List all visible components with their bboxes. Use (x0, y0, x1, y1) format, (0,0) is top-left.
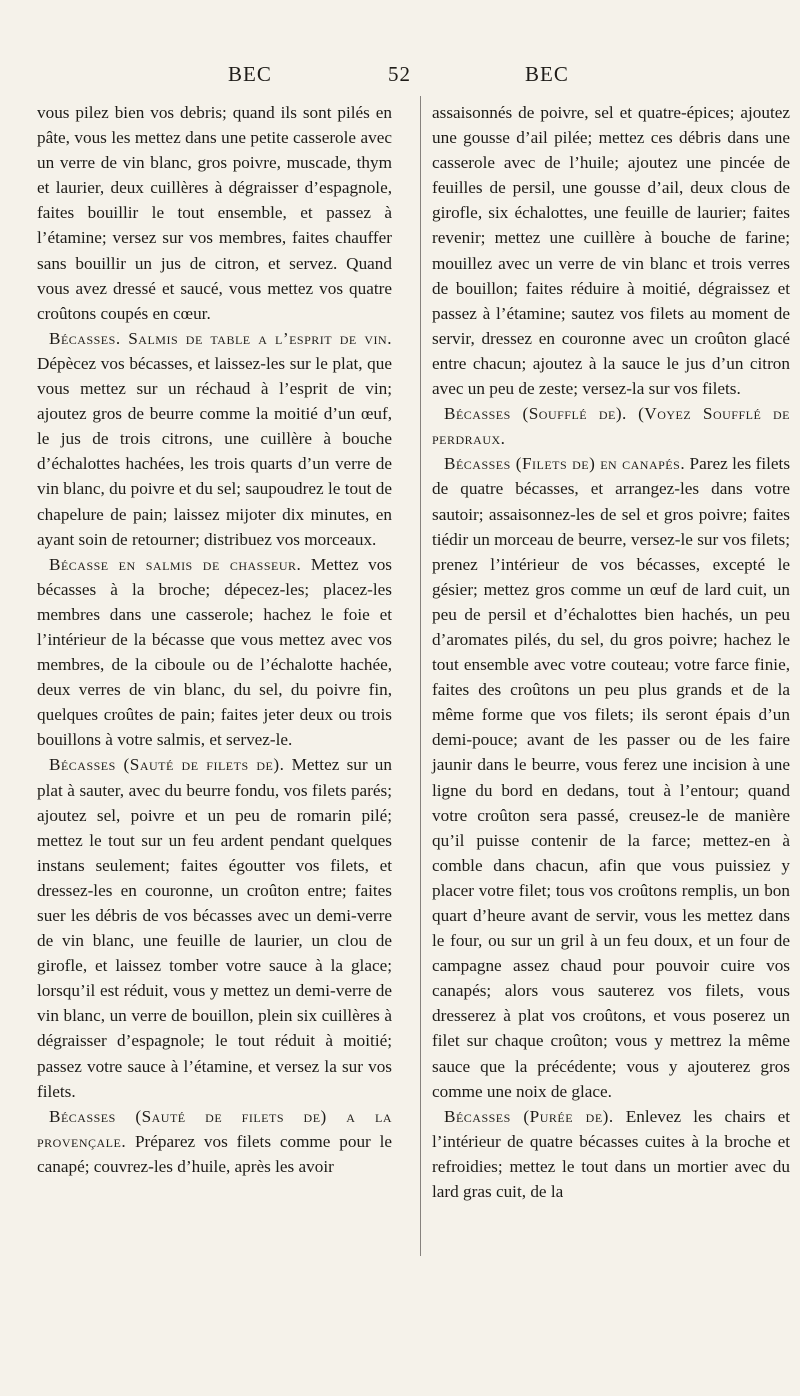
header-left-title: BEC (228, 62, 272, 86)
recipe-title: Bécasses (Sauté de filets de) a la provençale. (37, 1106, 392, 1151)
right-column (432, 100, 790, 1204)
recipe-entry (37, 326, 392, 552)
recipe-title: Bécasses (Purée de). (444, 1106, 614, 1126)
recipe-entry (37, 552, 392, 753)
recipe-entry (37, 1104, 392, 1179)
column-divider (420, 96, 421, 1256)
paragraph-text: assaisonnés de poivre, sel et quatre-épices; ajoutez une gousse d’ail pilée; mettez ces débris dans une casserole avec de l’huile; ajoutez une pincée de feuilles de persil, une gousse d’ail, deux clous de girofle, six échalottes, une feuille de laurier; faites revenir; mettez une cuillère à bouche de farine; mouillez avec un verre de vin blanc et trois verres de bouillon; faites réduire à moitié, dégraissez et passez à l’étamine; sautez vos filets au moment de servir, dressez en couronne avec un croûton glacé entre chacun; ajoutez à la sauce le jus d’un citron avec un peu de zeste; versez-la sur vos filets. (432, 103, 790, 399)
running-header (0, 62, 800, 92)
recipe-entry (432, 401, 790, 451)
recipe-title: Bécasses (Sauté de filets de). (49, 755, 285, 775)
recipe-entry (432, 451, 790, 1103)
recipe-text: Mettez vos bécasses à la broche; dépecez-les; placez-les membres dans une casserole; hachez le foie et l’intérieur de la bécasse que vous mettez avec vos membres, de la ciboule ou de l’échalotte hachée, deux verres de vin blanc, du sel, du poivre fin, quelques croûtes de pain; faites jeter deux ou trois bouillons à votre salmis, et servez-le. (37, 554, 392, 750)
recipe-text: Mettez sur un plat à sauter, avec du beurre fondu, vos filets parés; ajoutez sel, poivre et un peu de romarin pilé; mettez le tout sur un feu ardent pendant quelques instans seulement; faites égoutter vos filets, et dressez-les en couronne, un croûton entre; faites suer les débris de vos bécasses avec un demi-verre de vin blanc, une feuille de laurier, un clou de girofle, et laissez tomber votre sauce à la glace; lorsqu’il est réduit, vous y mettez un demi-verre de vin blanc, un verre de bouillon, plein six cuillères à dégraisser d’espagnole; le tout réduit à moitié; passez votre sauce à l’étamine, et versez la sur vos filets. (37, 755, 392, 1101)
recipe-entry (37, 752, 392, 1103)
recipe-text: Enlevez les chairs et l’intérieur de quatre bécasses cuites à la broche et refroidies; mettez le tout dans un mortier avec du lard gras cuit, de la (432, 1106, 790, 1202)
header-right-title: BEC (525, 62, 569, 86)
recipe-text: (Voyez Soufflé de perdraux. (432, 404, 790, 449)
recipe-text: Parez les filets de quatre bécasses, et arrangez-les dans votre sautoir; assaisonnez-les de sel et gros poivre; faites tiédir un morceau de beurre, versez-le sur vos filets; prenez l’intérieur de vos bécasses, excepté le gésier; mettez gros comme un œuf de lard cuit, un peu de persil et d’échalottes bien hachés, un peu d’aromates pilés, du sel, du gros poivre; hachez le tout ensemble avec votre couteau; votre farce finie, faites des croûtons un peu plus grands et de la même forme que vos filets; ils seront épais d’un demi-pouce; avant de les passer ou de les faire jaunir dans le beurre, vous ferez une incision à une ligne du bord en dedans, tout à l’entour; quand votre croûton sera passé, creusez-le de manière qu’il puisse contenir de la farce; mettez-en à comble dans chacun, afin que vous puissiez y placer votre filet; tous vos croûtons remplis, un bon quart d’heure avant de servir, vous les mettez dans le four, ou sur un gril à un feu doux, et un four de campagne assez chaud pour pouvoir cuire vos canapés; alors vous sauterez vos filets, vous dresserez à plat vos croûtons, et vous poserez un filet sur chaque croûton; vous y mettrez la même sauce que la précédente; vous y ajouterez gros comme une noix de glace. (432, 454, 791, 1101)
recipe-title: Bécasses (Filets de) en canapés. (444, 454, 686, 474)
page-number: 52 (388, 62, 411, 86)
paragraph-continuation (432, 100, 790, 401)
recipe-entry (432, 1104, 790, 1204)
recipe-title: Bécasse en salmis de chasseur. (49, 554, 302, 574)
recipe-text: Préparez vos filets comme pour le canapé; couvrez-les d’huile, après les avoir (37, 1131, 393, 1176)
left-column (37, 100, 392, 1179)
paragraph-continuation (37, 100, 392, 326)
recipe-text: Dépècez vos bécasses, et laissez-les sur le plat, que vous mettez sur un réchaud à l’esprit de vin; ajoutez gros de beurre comme la moitié d’un œuf, le jus de trois citrons, une cuillère à bouche d’échalottes hachées, les trois quarts d’un verre de vin blanc, du poivre et du sel; saupoudrez le tout de chapelure de pain; laissez mijoter dix minutes, en ayant soin de retourner; distribuez vos morceaux. (37, 353, 392, 549)
recipe-title: Bécasses (Soufflé de). (444, 404, 627, 424)
paragraph-text: vous pilez bien vos debris; quand ils sont pilés en pâte, vous les mettez dans une petite casserole avec un verre de vin blanc, gros poivre, muscade, thym et laurier, deux cuillères à dégraisser d’espagnole, faites bouillir le tout ensemble, et passez à l’étamine; versez sur vos membres, faites chauffer sans bouillir un jus de citron, et servez. Quand vous avez dressé et saucé, vous mettez vos quatre croûtons coupés en cœur. (37, 103, 392, 323)
recipe-title: Bécasses. Salmis de table a l’esprit de vin. (49, 328, 392, 348)
